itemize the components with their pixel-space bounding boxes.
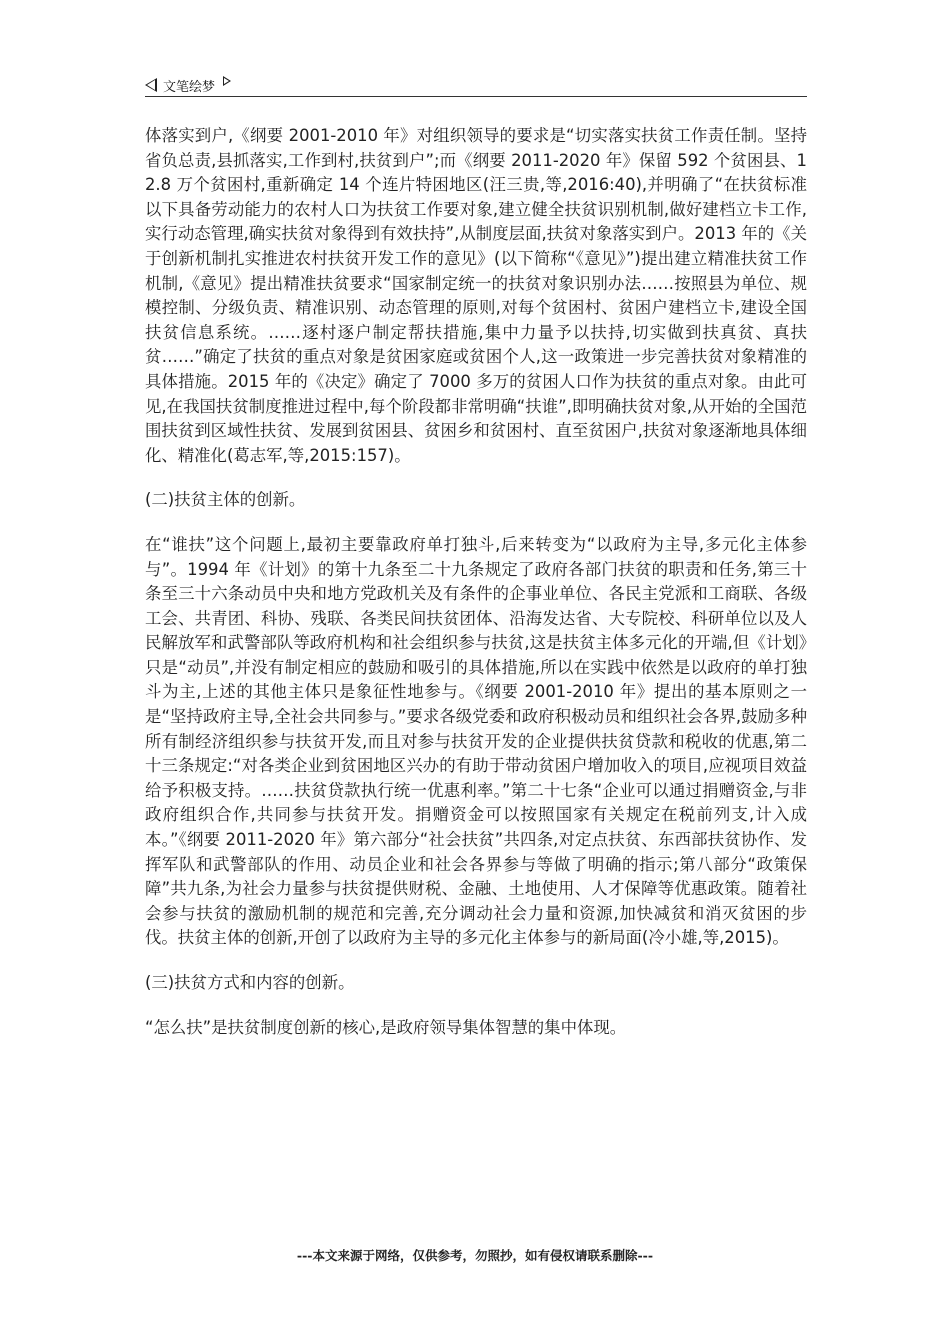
page-header [145, 74, 807, 97]
document-body [145, 124, 807, 1060]
section-heading-method: (三)扶贫方式和内容的创新。 [145, 973, 355, 992]
paragraph-method-intro: “怎么扶”是扶贫制度创新的核心,是政府领导集体智慧的集中体现。 [145, 1017, 627, 1037]
paragraph-target-precision: 体落实到户,《纲要 2001-2010 年》对组织领导的要求是“切实落实扶贫工作责任制。坚持省负总责,县抓落实,工作到村,扶贫到户”;而《纲要 2011-2020 年》保留 592 个贫困县、12.8 万个贫困村,重新确定 14 个连片特困地区(汪三贵,等,2016:40),并明确了“在扶贫标准以下具备劳动能力的农村人口为扶贫工作要对象,建立健全扶贫识别机制,做好建档立卡工作,实行动态管理,确实扶贫对象得到有效扶持”,从制度层面,扶贫对象落实到户。2013 年的《关于创新机制扎实推进农村扶贫开发工作的意见》(以下简称“《意见》”)提出建立精准扶贫工作机制,《意见》提出精准扶贫要求“国家制定统一的扶贫对象识别办法……按照县为单位、规模控制、分级负责、精准识别、动态管理的原则,对每个贫困村、贫困户建档立卡,建设全国扶贫信息系统。……逐村逐户制定帮扶措施,集中力量予以扶持,切实做到扶真贫、真扶贫……”确定了扶贫的重点对象是贫困家庭或贫困个人,这一政策进一步完善扶贫对象精准的具体措施。2015 年的《决定》确定了 7000 多万的贫困人口作为扶贫的重点对象。由此可见,在我国扶贫制度推进过程中,每个阶段都非常明确“扶谁”,即明确扶贫对象,从开始的全国范围扶贫到区域性扶贫、发展到贫困县、贫困乡和贫困村、直至贫困户,扶贫对象逐渐地具体细化、精准化(葛志军,等,2015:157)。 [145, 126, 807, 465]
header-brand: 文笔绘梦 [163, 79, 216, 95]
page-footer-disclaimer: ---本文来源于网络，仅供参考，勿照抄，如有侵权请联系删除--- [296, 1248, 654, 1263]
triangle-left-icon [145, 78, 157, 92]
paragraph-subject-innovation: 在“谁扶”这个问题上,最初主要靠政府单打独斗,后来转变为“以政府为主导,多元化主体参与”。1994 年《计划》的第十九条至二十九条规定了政府各部门扶贫的职责和任务,第三十条至三十六条动员中央和地方党政机关及有条件的企事业单位、各民主党派和工商联、各级工会、共青团、科协、残联、各类民间扶贫团体、沿海发达省、大专院校、科研单位以及人民解放军和武警部队等政府机构和社会组织参与扶贫,这是扶贫主体多元化的开端,但《计划》只是“动员”,并没有制定相应的鼓励和吸引的具体措施,所以在实践中依然是以政府的单打独斗为主,上述的其他主体只是象征性地参与。《纲要 2001-2010 年》提出的基本原则之一是“坚持政府主导,全社会共同参与。”要求各级党委和政府积极动员和组织社会各界,鼓励多种所有制经济组织参与扶贫开发,而且对参与扶贫开发的企业提供扶贫贷款和税收的优惠,第二十三条规定:“对各类企业到贫困地区兴办的有助于带动贫困户增加收入的项目,应视项目效益给予积极支持。……扶贫贷款执行统一优惠利率。”第二十七条“企业可以通过捐赠资金,与非政府组织合作,共同参与扶贫开发。捐赠资金可以按照国家有关规定在税前列支,计入成本。”《纲要 2011-2020 年》第六部分“社会扶贫”共四条,对定点扶贫、东西部扶贫协作、发挥军队和武警部队的作用、动员企业和社会各界参与等做了明确的指示;第八部分“政策保障”共九条,为社会力量参与扶贫提供财税、金融、土地使用、人才保障等优惠政策。随着社会参与扶贫的激励机制的规范和完善,充分调动社会力量和资源,加快减贫和消灭贫困的步伐。扶贫主体的创新,开创了以政府为主导的多元化主体参与的新局面(冷小雄,等,2015)。 [145, 534, 807, 948]
section-heading-subject: (二)扶贫主体的创新。 [145, 490, 306, 510]
triangle-right-icon [223, 76, 231, 86]
